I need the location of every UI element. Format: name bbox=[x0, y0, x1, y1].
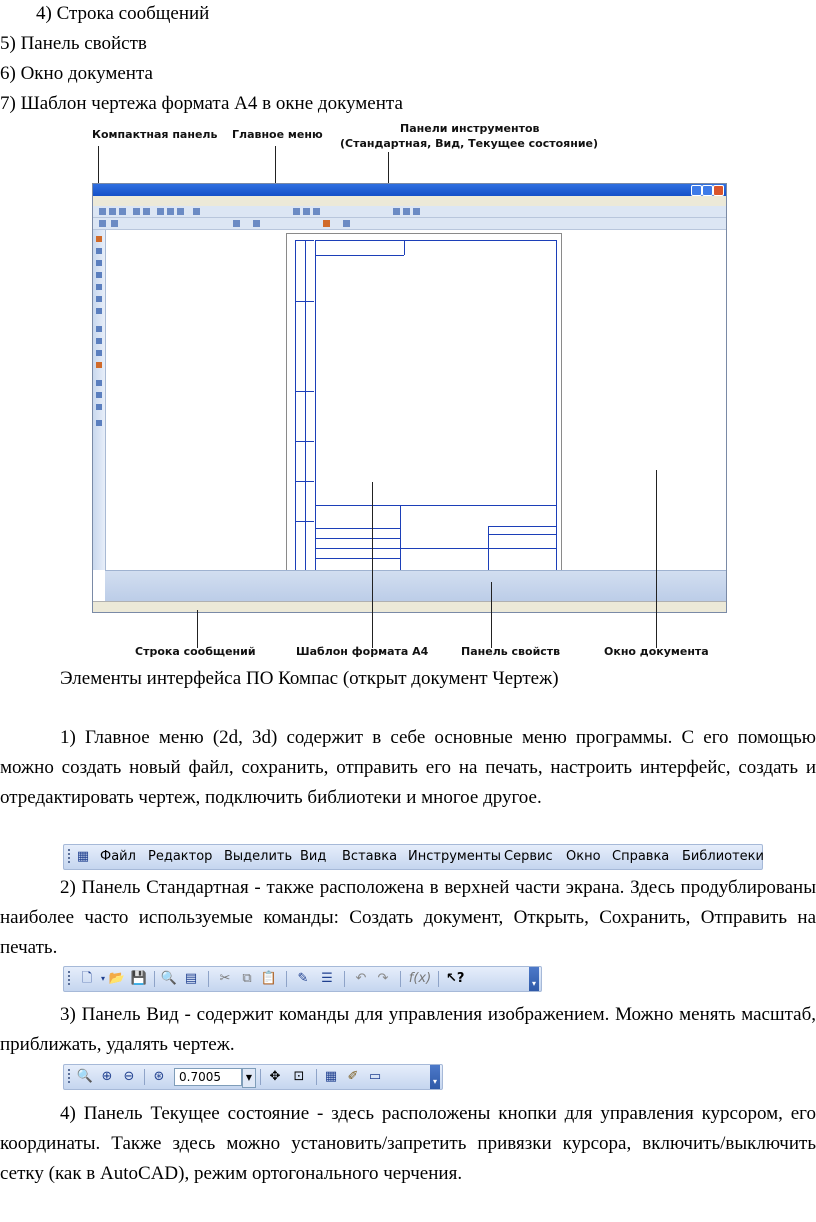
callout-document-window: Окно документа bbox=[604, 645, 709, 658]
cut-icon[interactable]: ✂ bbox=[219, 971, 231, 986]
arrow-message-line bbox=[197, 610, 198, 648]
menu-libraries[interactable]: Библиотеки bbox=[682, 849, 764, 864]
menu-help[interactable]: Справка bbox=[612, 849, 670, 864]
view-toolbar-options-icon[interactable]: ▾ bbox=[430, 1065, 440, 1089]
list-item-6: 6) Окно документа bbox=[0, 63, 153, 84]
menu-insert[interactable]: Вставка bbox=[342, 849, 398, 864]
paste-icon[interactable]: 📋 bbox=[260, 971, 278, 986]
callout-toolbars-line1: Панели инструментов bbox=[400, 122, 540, 135]
zoom-window-icon[interactable]: 🔍 bbox=[76, 1069, 94, 1084]
sheet-side-columns bbox=[295, 240, 314, 572]
menu-service[interactable]: Сервис bbox=[504, 849, 553, 864]
function-icon[interactable]: f(x) bbox=[408, 971, 432, 986]
redo-icon[interactable]: ↷ bbox=[377, 971, 389, 986]
save-icon[interactable]: 💾 bbox=[130, 971, 148, 986]
list-item-4: 4) Строка сообщений bbox=[36, 3, 210, 24]
maximize-icon bbox=[702, 185, 713, 196]
arrow-document-window bbox=[656, 470, 657, 648]
menu-view[interactable]: Вид bbox=[300, 849, 327, 864]
list-item-5: 5) Панель свойств bbox=[0, 33, 147, 54]
pan-icon[interactable]: ✥ bbox=[269, 1069, 281, 1084]
print-preview-icon[interactable]: 🔍 bbox=[160, 971, 178, 986]
context-help-icon[interactable]: ↖? bbox=[446, 971, 465, 986]
zoom-scale-icon[interactable]: ⊛ bbox=[153, 1069, 165, 1084]
close-icon bbox=[713, 185, 724, 196]
zoom-in-icon[interactable]: ⊕ bbox=[101, 1069, 113, 1084]
list-item-7: 7) Шаблон чертежа формата А4 в окне документа bbox=[0, 93, 403, 114]
figure-caption: Элементы интерфейса ПО Компас (открыт документ Чертеж) bbox=[60, 668, 559, 689]
minimize-icon bbox=[691, 185, 702, 196]
menu-editor[interactable]: Редактор bbox=[148, 849, 213, 864]
zoom-value-field[interactable]: 0.7005 bbox=[174, 1068, 242, 1086]
new-document-icon[interactable]: 🗋 bbox=[81, 971, 93, 986]
screenshot-menubar bbox=[93, 196, 726, 206]
drawing-frame bbox=[315, 240, 557, 572]
view-toolbar-strip bbox=[63, 1064, 443, 1090]
kompas-screenshot bbox=[92, 183, 727, 613]
callout-a4-template: Шаблон формата А4 bbox=[296, 645, 429, 658]
callout-compact-panel: Компактная панель bbox=[92, 128, 218, 141]
screenshot-toolbar-1 bbox=[93, 206, 726, 218]
library-list-icon[interactable]: ☰ bbox=[321, 971, 333, 986]
paragraph-view-panel: 3) Панель Вид - содержит команды для управления изображением. Можно менять масштаб, приближать, удалять чертеж. bbox=[0, 1004, 816, 1055]
menu-select[interactable]: Выделить bbox=[224, 849, 293, 864]
callout-properties-panel: Панель свойств bbox=[461, 645, 561, 658]
menu-tools[interactable]: Инструменты bbox=[408, 849, 502, 864]
window-titlebar bbox=[93, 184, 726, 196]
properties-panel bbox=[105, 570, 726, 601]
a4-sheet bbox=[286, 233, 562, 580]
fit-all-icon[interactable]: ⊡ bbox=[293, 1069, 305, 1084]
paragraph-current-state-panel: 4) Панель Текущее состояние - здесь расположены кнопки для управления курсором, его координаты. Также здесь можно установить/запретить привязки курсора, включить/выключить сетку (как в AutoCAD), режим ортогонального черчения. bbox=[0, 1103, 816, 1184]
menu-window[interactable]: Окно bbox=[566, 849, 601, 864]
zoom-dropdown-icon[interactable]: ▼ bbox=[242, 1068, 256, 1088]
display-mode-icon[interactable]: ▭ bbox=[368, 1069, 382, 1084]
message-line bbox=[93, 601, 726, 612]
arrow-a4-template bbox=[372, 482, 373, 648]
callout-message-line: Строка сообщений bbox=[135, 645, 256, 658]
properties-brush-icon[interactable]: ✎ bbox=[297, 971, 309, 986]
new-dropdown-icon[interactable]: ▾ bbox=[100, 974, 105, 983]
arrow-main-menu bbox=[275, 146, 276, 188]
paragraph-main-menu: 1) Главное меню (2d, 3d) содержит в себе основные меню программы. С его помощью можно создать новый файл, сохранить, отправить его на печать, настроить интерфейс, создать и отредактировать чертеж, подключить библиотеки и многое другое. bbox=[0, 727, 816, 808]
screenshot-toolbar-2 bbox=[93, 218, 726, 230]
callout-main-menu: Главное меню bbox=[232, 128, 323, 141]
paragraph-standard-panel: 2) Панель Стандартная - также расположена в верхней части экрана. Здесь продублированы наиболее часто используемые команды: Создать документ, Открыть, Сохранить, Отправить на печать. bbox=[0, 877, 816, 958]
document-manager-icon[interactable]: ▤ bbox=[184, 971, 198, 986]
menu-file[interactable]: Файл bbox=[100, 849, 136, 864]
callout-toolbars-line2: (Стандартная, Вид, Текущее состояние) bbox=[340, 137, 599, 150]
main-menu-strip bbox=[63, 844, 763, 870]
zoom-out-icon[interactable]: ⊖ bbox=[123, 1069, 135, 1084]
toolbar-options-icon[interactable]: ▾ bbox=[529, 967, 539, 991]
refresh-icon[interactable]: ▦ bbox=[324, 1069, 338, 1084]
arrow-compact-panel bbox=[98, 146, 99, 188]
document-menu-icon[interactable]: ▦ bbox=[76, 849, 90, 864]
standard-toolbar-strip bbox=[63, 966, 542, 992]
arrow-properties-panel bbox=[491, 582, 492, 648]
copy-icon[interactable]: ⧉ bbox=[242, 971, 252, 986]
title-block bbox=[316, 505, 556, 571]
compact-panel bbox=[93, 230, 106, 570]
open-folder-icon[interactable]: 📂 bbox=[108, 971, 126, 986]
redraw-brush-icon[interactable]: ✐ bbox=[347, 1069, 359, 1084]
undo-icon[interactable]: ↶ bbox=[355, 971, 367, 986]
